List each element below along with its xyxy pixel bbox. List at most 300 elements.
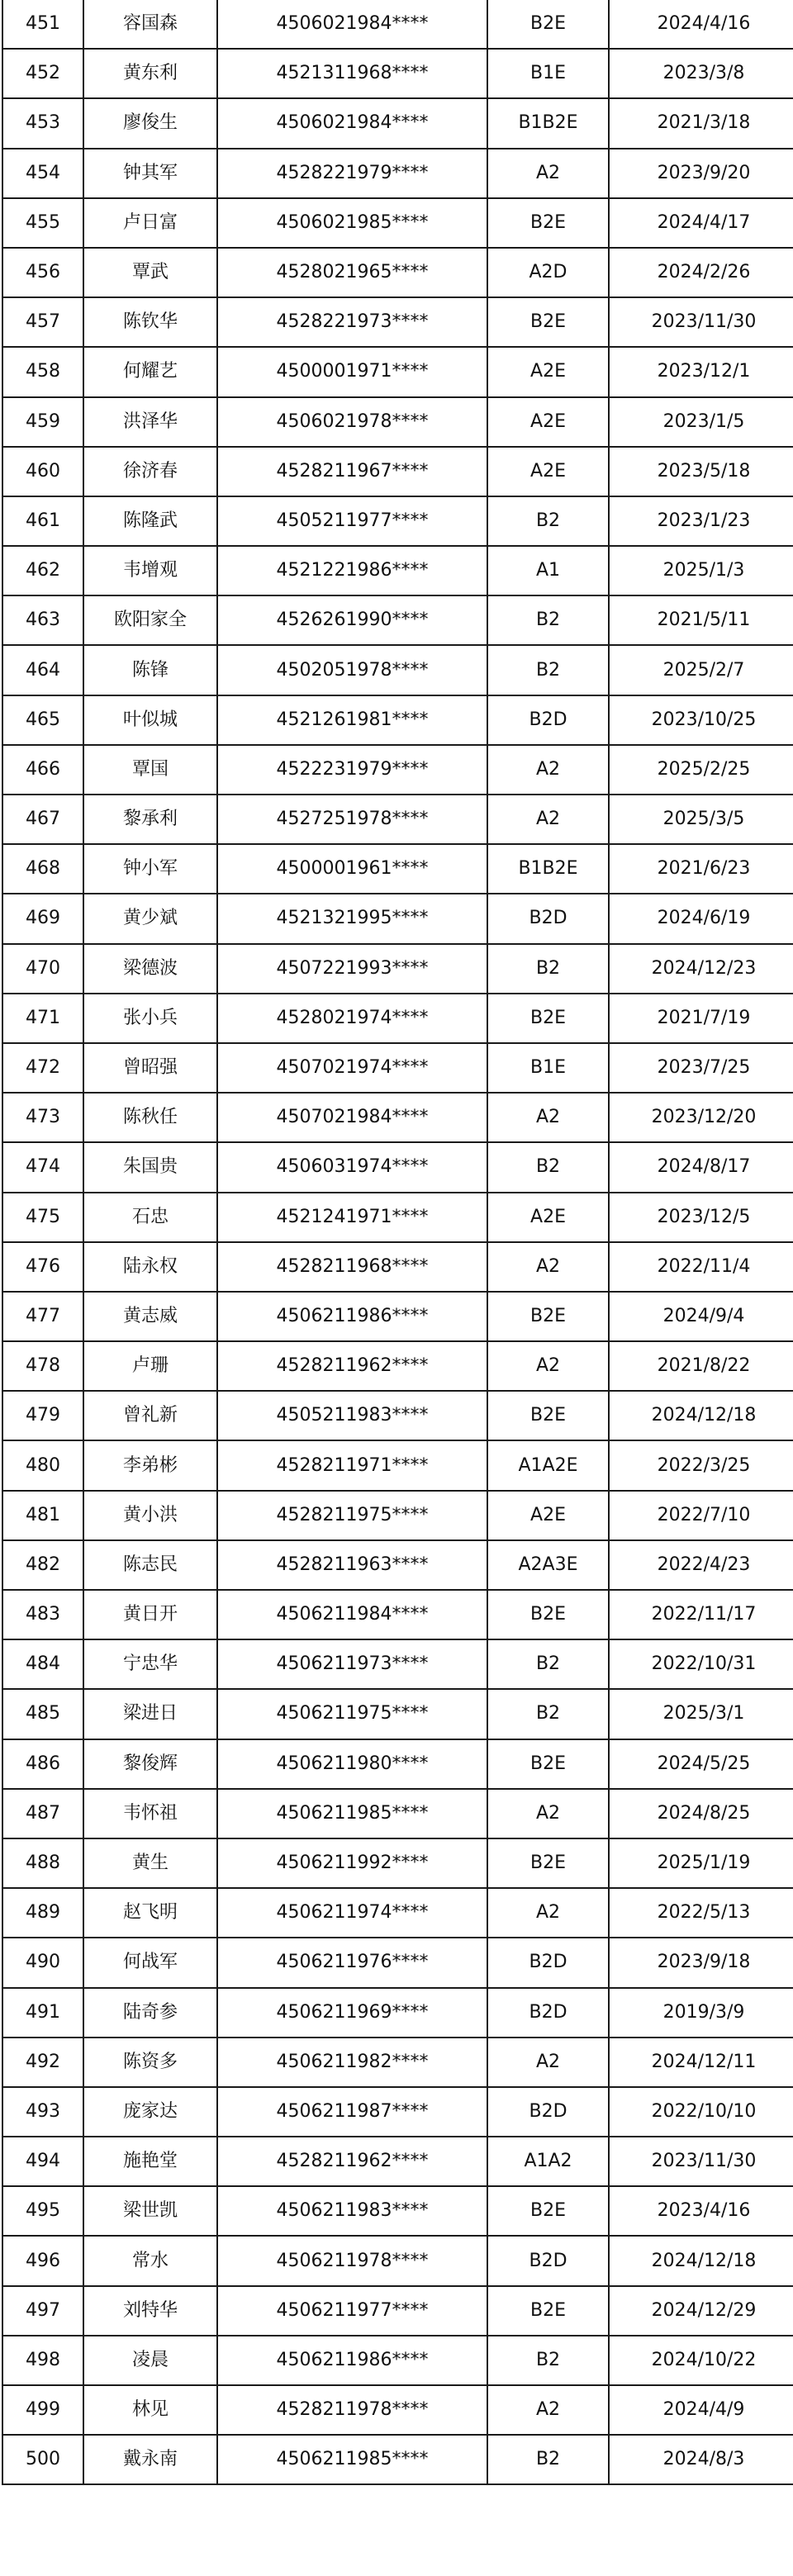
license-class-cell: A2 [487, 1242, 609, 1292]
name-cell: 钟小军 [83, 844, 217, 894]
table-row [2, 1391, 793, 1440]
name-cell: 韦怀祖 [83, 1789, 217, 1838]
table-row [2, 645, 793, 695]
date-cell: 2024/8/25 [609, 1789, 793, 1838]
row-number-cell: 469 [2, 894, 83, 943]
id-number-cell: 4506211976**** [217, 1938, 487, 1987]
date-cell: 2022/10/10 [609, 2087, 793, 2137]
name-cell: 刘特华 [83, 2286, 217, 2336]
date-cell: 2024/6/19 [609, 894, 793, 943]
id-number-cell: 4528211962**** [217, 1341, 487, 1391]
id-number-cell: 4506211978**** [217, 2236, 487, 2285]
name-cell: 梁德波 [83, 944, 217, 994]
license-class-cell: B2E [487, 2286, 609, 2336]
row-number-cell: 484 [2, 1639, 83, 1689]
id-number-cell: 4507021984**** [217, 1093, 487, 1142]
name-cell: 石忠 [83, 1193, 217, 1242]
date-cell: 2023/5/18 [609, 447, 793, 496]
name-cell: 常水 [83, 2236, 217, 2285]
id-number-cell: 4528221979**** [217, 149, 487, 198]
table-row [2, 248, 793, 297]
table-row [2, 1242, 793, 1292]
name-cell: 张小兵 [83, 994, 217, 1043]
row-number-cell: 485 [2, 1689, 83, 1739]
name-cell: 朱国贵 [83, 1142, 217, 1192]
table-row [2, 745, 793, 795]
name-cell: 曾礼新 [83, 1391, 217, 1440]
row-number-cell: 464 [2, 645, 83, 695]
date-cell: 2024/10/22 [609, 2336, 793, 2385]
name-cell: 洪泽华 [83, 397, 217, 447]
date-cell: 2024/12/18 [609, 1391, 793, 1440]
id-number-cell: 4506211973**** [217, 1639, 487, 1689]
table-row [2, 994, 793, 1043]
license-class-cell: B2D [487, 1938, 609, 1987]
date-cell: 2024/8/3 [609, 2435, 793, 2484]
name-cell: 黄生 [83, 1838, 217, 1888]
table-row [2, 1689, 793, 1739]
row-number-cell: 480 [2, 1440, 83, 1490]
license-class-cell: B1E [487, 49, 609, 98]
row-number-cell: 472 [2, 1043, 83, 1093]
id-number-cell: 4500001961**** [217, 844, 487, 894]
table-row [2, 1838, 793, 1888]
row-number-cell: 493 [2, 2087, 83, 2137]
row-number-cell: 459 [2, 397, 83, 447]
name-cell: 陆奇参 [83, 1988, 217, 2038]
date-cell: 2023/1/5 [609, 397, 793, 447]
table-row [2, 49, 793, 98]
id-number-cell: 4521321995**** [217, 894, 487, 943]
date-cell: 2021/5/11 [609, 595, 793, 645]
id-number-cell: 4526261990**** [217, 595, 487, 645]
table-row [2, 2137, 793, 2186]
id-number-cell: 4506211983**** [217, 2186, 487, 2236]
license-class-cell: B2D [487, 695, 609, 745]
id-number-cell: 4521221986**** [217, 546, 487, 595]
date-cell: 2021/6/23 [609, 844, 793, 894]
row-number-cell: 491 [2, 1988, 83, 2038]
table-row [2, 1540, 793, 1590]
license-class-cell: B2 [487, 1689, 609, 1739]
license-class-cell: B2D [487, 2236, 609, 2285]
row-number-cell: 497 [2, 2286, 83, 2336]
id-number-cell: 4528211962**** [217, 2137, 487, 2186]
id-number-cell: 4507221993**** [217, 944, 487, 994]
row-number-cell: 457 [2, 297, 83, 347]
records-table-body [2, 0, 793, 2484]
license-class-cell: B1B2E [487, 844, 609, 894]
date-cell: 2021/8/22 [609, 1341, 793, 1391]
table-row [2, 0, 793, 49]
license-class-cell: B2D [487, 2087, 609, 2137]
records-table [2, 0, 793, 2485]
id-number-cell: 4506211969**** [217, 1988, 487, 2038]
name-cell: 陈志民 [83, 1540, 217, 1590]
name-cell: 曾昭强 [83, 1043, 217, 1093]
row-number-cell: 481 [2, 1491, 83, 1540]
license-class-cell: A2E [487, 1491, 609, 1540]
date-cell: 2022/7/10 [609, 1491, 793, 1540]
table-row [2, 198, 793, 248]
name-cell: 覃武 [83, 248, 217, 297]
date-cell: 2025/3/5 [609, 795, 793, 844]
license-class-cell: B2 [487, 2336, 609, 2385]
license-class-cell: A1 [487, 546, 609, 595]
row-number-cell: 463 [2, 595, 83, 645]
table-row [2, 1193, 793, 1242]
row-number-cell: 489 [2, 1888, 83, 1938]
date-cell: 2022/10/31 [609, 1639, 793, 1689]
license-class-cell: B2E [487, 2186, 609, 2236]
id-number-cell: 4528021974**** [217, 994, 487, 1043]
table-row [2, 795, 793, 844]
id-number-cell: 4506211985**** [217, 1789, 487, 1838]
row-number-cell: 456 [2, 248, 83, 297]
name-cell: 陈锋 [83, 645, 217, 695]
row-number-cell: 475 [2, 1193, 83, 1242]
license-class-cell: A2 [487, 149, 609, 198]
name-cell: 梁世凯 [83, 2186, 217, 2236]
table-row [2, 1739, 793, 1789]
license-class-cell: B2 [487, 944, 609, 994]
id-number-cell: 4521311968**** [217, 49, 487, 98]
date-cell: 2024/12/29 [609, 2286, 793, 2336]
name-cell: 陈资多 [83, 2038, 217, 2087]
license-class-cell: A2 [487, 745, 609, 795]
name-cell: 黄少斌 [83, 894, 217, 943]
license-class-cell: B2E [487, 1292, 609, 1341]
row-number-cell: 488 [2, 1838, 83, 1888]
license-class-cell: B2 [487, 645, 609, 695]
table-row [2, 347, 793, 396]
row-number-cell: 455 [2, 198, 83, 248]
row-number-cell: 462 [2, 546, 83, 595]
row-number-cell: 468 [2, 844, 83, 894]
table-row [2, 546, 793, 595]
id-number-cell: 4506211987**** [217, 2087, 487, 2137]
table-row [2, 1292, 793, 1341]
name-cell: 陈钦华 [83, 297, 217, 347]
table-row [2, 1789, 793, 1838]
date-cell: 2024/5/25 [609, 1739, 793, 1789]
table-row [2, 944, 793, 994]
table-row [2, 894, 793, 943]
date-cell: 2023/11/30 [609, 2137, 793, 2186]
name-cell: 黄东利 [83, 49, 217, 98]
id-number-cell: 4506211980**** [217, 1739, 487, 1789]
id-number-cell: 4506211984**** [217, 1590, 487, 1639]
row-number-cell: 487 [2, 1789, 83, 1838]
license-class-cell: B2E [487, 994, 609, 1043]
date-cell: 2023/12/20 [609, 1093, 793, 1142]
id-number-cell: 4506211986**** [217, 1292, 487, 1341]
id-number-cell: 4506021985**** [217, 198, 487, 248]
row-number-cell: 461 [2, 496, 83, 546]
id-number-cell: 4527251978**** [217, 795, 487, 844]
license-class-cell: A2 [487, 2385, 609, 2435]
row-number-cell: 498 [2, 2336, 83, 2385]
date-cell: 2021/7/19 [609, 994, 793, 1043]
row-number-cell: 466 [2, 745, 83, 795]
row-number-cell: 473 [2, 1093, 83, 1142]
date-cell: 2022/11/4 [609, 1242, 793, 1292]
date-cell: 2022/3/25 [609, 1440, 793, 1490]
row-number-cell: 478 [2, 1341, 83, 1391]
id-number-cell: 4521261981**** [217, 695, 487, 745]
date-cell: 2023/1/23 [609, 496, 793, 546]
table-row [2, 1093, 793, 1142]
table-row [2, 2336, 793, 2385]
name-cell: 叶似城 [83, 695, 217, 745]
date-cell: 2023/4/16 [609, 2186, 793, 2236]
name-cell: 何耀艺 [83, 347, 217, 396]
date-cell: 2023/11/30 [609, 297, 793, 347]
license-class-cell: B2E [487, 0, 609, 49]
row-number-cell: 479 [2, 1391, 83, 1440]
id-number-cell: 4528211978**** [217, 2385, 487, 2435]
license-class-cell: B2E [487, 198, 609, 248]
row-number-cell: 471 [2, 994, 83, 1043]
row-number-cell: 453 [2, 98, 83, 148]
date-cell: 2024/12/11 [609, 2038, 793, 2087]
id-number-cell: 4528221973**** [217, 297, 487, 347]
table-row [2, 2236, 793, 2285]
license-class-cell: B2E [487, 1739, 609, 1789]
table-row [2, 149, 793, 198]
id-number-cell: 4506021984**** [217, 0, 487, 49]
table-row [2, 2186, 793, 2236]
name-cell: 钟其军 [83, 149, 217, 198]
row-number-cell: 477 [2, 1292, 83, 1341]
date-cell: 2025/2/7 [609, 645, 793, 695]
name-cell: 宁忠华 [83, 1639, 217, 1689]
date-cell: 2024/8/17 [609, 1142, 793, 1192]
license-class-cell: A2E [487, 347, 609, 396]
date-cell: 2023/7/25 [609, 1043, 793, 1093]
date-cell: 2024/12/23 [609, 944, 793, 994]
license-class-cell: A2E [487, 447, 609, 496]
date-cell: 2022/4/23 [609, 1540, 793, 1590]
table-row [2, 1888, 793, 1938]
table-row [2, 1988, 793, 2038]
name-cell: 庞家达 [83, 2087, 217, 2137]
date-cell: 2023/3/8 [609, 49, 793, 98]
table-row [2, 1590, 793, 1639]
license-class-cell: A2 [487, 1341, 609, 1391]
row-number-cell: 460 [2, 447, 83, 496]
id-number-cell: 4506031974**** [217, 1142, 487, 1192]
table-row [2, 447, 793, 496]
id-number-cell: 4505211983**** [217, 1391, 487, 1440]
row-number-cell: 465 [2, 695, 83, 745]
license-class-cell: A2 [487, 1789, 609, 1838]
license-class-cell: A2A3E [487, 1540, 609, 1590]
name-cell: 林见 [83, 2385, 217, 2435]
name-cell: 梁进日 [83, 1689, 217, 1739]
id-number-cell: 4521241971**** [217, 1193, 487, 1242]
id-number-cell: 4506021984**** [217, 98, 487, 148]
row-number-cell: 496 [2, 2236, 83, 2285]
id-number-cell: 4528211967**** [217, 447, 487, 496]
table-row [2, 595, 793, 645]
table-row [2, 2435, 793, 2484]
name-cell: 韦增观 [83, 546, 217, 595]
name-cell: 卢珊 [83, 1341, 217, 1391]
row-number-cell: 490 [2, 1938, 83, 1987]
name-cell: 赵飞明 [83, 1888, 217, 1938]
name-cell: 陈隆武 [83, 496, 217, 546]
row-number-cell: 499 [2, 2385, 83, 2435]
table-row [2, 1938, 793, 1987]
license-class-cell: A2 [487, 2038, 609, 2087]
date-cell: 2023/12/5 [609, 1193, 793, 1242]
name-cell: 徐济春 [83, 447, 217, 496]
date-cell: 2024/4/17 [609, 198, 793, 248]
date-cell: 2019/3/9 [609, 1988, 793, 2038]
license-class-cell: A2 [487, 1093, 609, 1142]
table-row [2, 496, 793, 546]
id-number-cell: 4506211982**** [217, 2038, 487, 2087]
date-cell: 2025/3/1 [609, 1689, 793, 1739]
name-cell: 覃国 [83, 745, 217, 795]
row-number-cell: 454 [2, 149, 83, 198]
row-number-cell: 452 [2, 49, 83, 98]
license-class-cell: A2D [487, 248, 609, 297]
row-number-cell: 486 [2, 1739, 83, 1789]
id-number-cell: 4506211977**** [217, 2286, 487, 2336]
name-cell: 何战军 [83, 1938, 217, 1987]
license-class-cell: B2E [487, 1590, 609, 1639]
license-class-cell: B1B2E [487, 98, 609, 148]
id-number-cell: 4506211992**** [217, 1838, 487, 1888]
id-number-cell: 4506211975**** [217, 1689, 487, 1739]
id-number-cell: 4528021965**** [217, 248, 487, 297]
table-row [2, 1491, 793, 1540]
row-number-cell: 482 [2, 1540, 83, 1590]
date-cell: 2024/4/16 [609, 0, 793, 49]
date-cell: 2025/2/25 [609, 745, 793, 795]
license-class-cell: A2 [487, 795, 609, 844]
name-cell: 容国森 [83, 0, 217, 49]
date-cell: 2025/1/19 [609, 1838, 793, 1888]
name-cell: 黄小洪 [83, 1491, 217, 1540]
license-class-cell: A2E [487, 1193, 609, 1242]
id-number-cell: 4502051978**** [217, 645, 487, 695]
license-class-cell: B2 [487, 2435, 609, 2484]
license-class-cell: B2 [487, 595, 609, 645]
table-row [2, 98, 793, 148]
date-cell: 2023/12/1 [609, 347, 793, 396]
id-number-cell: 4507021974**** [217, 1043, 487, 1093]
license-class-cell: B2 [487, 1639, 609, 1689]
row-number-cell: 467 [2, 795, 83, 844]
date-cell: 2021/3/18 [609, 98, 793, 148]
date-cell: 2024/9/4 [609, 1292, 793, 1341]
license-class-cell: B2E [487, 297, 609, 347]
table-row [2, 397, 793, 447]
table-row [2, 1341, 793, 1391]
row-number-cell: 470 [2, 944, 83, 994]
name-cell: 欧阳家全 [83, 595, 217, 645]
id-number-cell: 4500001971**** [217, 347, 487, 396]
row-number-cell: 451 [2, 0, 83, 49]
table-row [2, 1043, 793, 1093]
table-row [2, 2286, 793, 2336]
row-number-cell: 458 [2, 347, 83, 396]
id-number-cell: 4506211974**** [217, 1888, 487, 1938]
name-cell: 廖俊生 [83, 98, 217, 148]
date-cell: 2024/12/18 [609, 2236, 793, 2285]
row-number-cell: 494 [2, 2137, 83, 2186]
date-cell: 2024/2/26 [609, 248, 793, 297]
date-cell: 2022/5/13 [609, 1888, 793, 1938]
table-row [2, 1639, 793, 1689]
id-number-cell: 4506211985**** [217, 2435, 487, 2484]
id-number-cell: 4506211986**** [217, 2336, 487, 2385]
license-class-cell: A2 [487, 1888, 609, 1938]
table-row [2, 1142, 793, 1192]
date-cell: 2023/9/18 [609, 1938, 793, 1987]
license-class-cell: B2E [487, 1391, 609, 1440]
license-class-cell: A1A2 [487, 2137, 609, 2186]
license-class-cell: B2 [487, 496, 609, 546]
id-number-cell: 4528211971**** [217, 1440, 487, 1490]
license-class-cell: A2E [487, 397, 609, 447]
name-cell: 黄日开 [83, 1590, 217, 1639]
license-class-cell: B2 [487, 1142, 609, 1192]
table-row [2, 695, 793, 745]
name-cell: 李弟彬 [83, 1440, 217, 1490]
name-cell: 黎承利 [83, 795, 217, 844]
id-number-cell: 4528211975**** [217, 1491, 487, 1540]
row-number-cell: 492 [2, 2038, 83, 2087]
license-class-cell: B2D [487, 894, 609, 943]
table-row [2, 2385, 793, 2435]
id-number-cell: 4528211963**** [217, 1540, 487, 1590]
license-class-cell: B2D [487, 1988, 609, 2038]
table-row [2, 2087, 793, 2137]
name-cell: 戴永南 [83, 2435, 217, 2484]
date-cell: 2024/4/9 [609, 2385, 793, 2435]
id-number-cell: 4506021978**** [217, 397, 487, 447]
license-class-cell: B2E [487, 1838, 609, 1888]
name-cell: 黎俊辉 [83, 1739, 217, 1789]
id-number-cell: 4522231979**** [217, 745, 487, 795]
name-cell: 陈秋任 [83, 1093, 217, 1142]
row-number-cell: 474 [2, 1142, 83, 1192]
name-cell: 卢日富 [83, 198, 217, 248]
license-class-cell: B1E [487, 1043, 609, 1093]
table-row [2, 844, 793, 894]
name-cell: 黄志威 [83, 1292, 217, 1341]
table-row [2, 297, 793, 347]
table-row [2, 2038, 793, 2087]
date-cell: 2023/10/25 [609, 695, 793, 745]
name-cell: 凌晨 [83, 2336, 217, 2385]
id-number-cell: 4528211968**** [217, 1242, 487, 1292]
date-cell: 2022/11/17 [609, 1590, 793, 1639]
table-row [2, 1440, 793, 1490]
name-cell: 陆永权 [83, 1242, 217, 1292]
row-number-cell: 495 [2, 2186, 83, 2236]
row-number-cell: 476 [2, 1242, 83, 1292]
date-cell: 2023/9/20 [609, 149, 793, 198]
row-number-cell: 500 [2, 2435, 83, 2484]
name-cell: 施艳堂 [83, 2137, 217, 2186]
id-number-cell: 4505211977**** [217, 496, 487, 546]
row-number-cell: 483 [2, 1590, 83, 1639]
